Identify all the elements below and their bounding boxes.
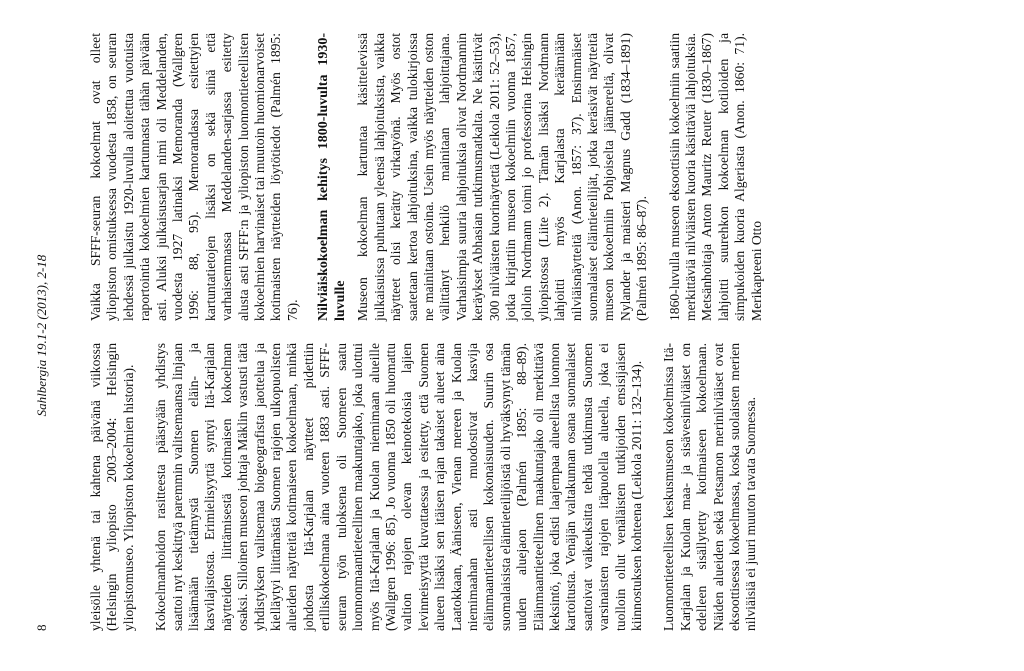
paragraph: Vaikka SFFF-seuran kokoelmat ovat olleet yliopiston omistuksessa vuodesta 1858, on seuran lehdessä julkaistu 1920-luvulla aloitettua vuotuista raportointia kokoelmien kartunnasta tähän päivään asti. Aluksi julkaisusarjan nimi oli Meddelanden, vuodesta 1927 latinaksi Memoranda (Wallgren 1996: 88, 95). Memorandassa esitettyjen kartuntatietojen lisäksi on sekä siinä että varhaisemmassa Meddelanden-sarjassa esitetty alusta asti SFFF:n ja yliopiston luonnontieteellisten kokoelmien harvinaiset tai muutoin huomionarvoiset kotimaisten näytteiden löytötiedot (Palmén 1895: 76). <box>88 33 300 321</box>
section-heading: Nilviäiskokoelman kehitys 1800-luvulta 1930-luvulle <box>316 33 349 321</box>
paragraph: Kokoelmanhoidon rasitteesta päästyään yhdistys saattoi nyt keskittyä paremmin valitsemaansa linjaan lisäämään tietämystä Suomen eläin- ja kasvilajistosta. Erimielisyyttä syntyi Itä-Karjalan näytteiden liittämisestä kotimaisen kokoelman osaksi. Silloinen museon johtaja Mäklin vastusti tätä yhdistyksen valitsemaa biogeografista jaottelua ja kielläytyi liittämästä Suomen rajojen ulkopuolisten alueiden näytteitä kotimaiseen kokoelmaan, minkä johdosta Itä-Karjalan näytteet pidettiin erilliskokoelmana aina vuoteen 1883 asti. SFFF-seuran työn tuloksena oli Suomeen saatu luonnonmaantieteellinen maakuntajako, joka ulottui myös Itä-Karjalan ja Kuolan niemimaan alueille (Wallgren 1996: 85). Jo vuonna 1850 oli huomattu valtion rajojen olevan keinotekoisia lajien levinneisyyttä kuvattaessa ja esitetty, että Suomen alueen lisäksi sen itäisen rajan takaiset alueet aina Laatokkaan, Ääniseen, Vienan mereen ja Kuolan niemimaahan asti muodostivat kasvija eläinmaantieteellisen kokonaisuuden. Suurin osa suomalaisista eläintieteilijöistä oli hyväksynyt tämän uuden aluejaon (Palmén 1895: 88–89). Eläinmaantieteellinen maakuntajako oli merkittävä keksintö, joka edisti laajempaa alueellista luonnon kartoitusta. Venäjän valtakunnan osana suomalaiset saattoivat vaikeuksitta tehdä tutkimusta Suomen varsinaisten rajojen itäpuolella alueella, joka ei tuolloin ollut venäläisten tutkijoiden ensisijaisen kiinnostuksen kohteena (Leikola 2011: 132–134). <box>153 343 644 631</box>
page-number: 8 <box>34 624 49 631</box>
paragraph: Museon kokoelman kartuntaa käsittelevissä julkaisuissa puhutaan yleensä lahjoituksista, vaikka näytteet olisi kerätty virkatyönä. Myös ostot saatetaan kertoa lahjoituksina, vaikka tulokirjoissa ne mainitaan ostoina. Usein myös näytteiden oston välittänyt henkilö mainitaan lahjoittajana. Varhaisimpia suuria lahjoituksia olivat Nordmannin keräykset Abhasian tutkimusmatkalta. Ne käsittivät 300 nilviäisten kuorinäytettä (Leikola 2011: 52–53), jotka kirjattiin museon kokoelmiin vuonna 1857, jolloin Nordmann toimi jo professorina Helsingin yliopistossa (Liite 2). Tämän lisäksi Nordmann lahjoitti myös Karjalasta keräämiään nilviäisnäytteitä (Anon. 1857: 37). Ensimmäiset suomalaiset eläintieteilijät, jotka keräsivät näytteitä museon kokoelmiin Pohjoiselta jäämereltä, olivat Nylander ja maisteri Magnus Gadd (1834–1891) (Palmén 1895: 86–87). <box>355 33 650 321</box>
right-column <box>88 33 765 321</box>
paragraph: Luonnontieteellisen keskusmuseon kokoelmissa Itä-Karjalan ja Kuolan maa- ja sisävesinilviäiset on edelleen sisällytetty kotimaiseen kokoelmaan. Näiden alueiden sekä Petsamon merinilviäiset ovat eksoottisessa kokoelmassa, koska suolaisten merien nilviäisiä ei juuri muuton tavata Suomessa. <box>661 343 759 631</box>
paragraph: 1860-luvulla museon eksoottisiin kokoelmiin saatiin merkittäviä nilviäisten kuoria käsittäviä lahjoituksia. Metsänhoitaja Anton Mauritz Reuter (1830–1867) lahjoitti suurehkon kokoelman kotiloiden ja simpukoiden kuoria Algeriasta (Anon. 1860: 71). Merikapteeni Otto <box>666 33 764 321</box>
running-title: Sahlbergia 19.1-2 (2013), 2-18 <box>34 254 49 417</box>
left-column <box>88 343 760 631</box>
paragraph: yleisölle yhtenä tai kahtena päivänä viikossa (Helsingin yliopisto 2003–2004: Helsingin yliopistomuseo. Yliopiston kokoelmien historia). <box>88 343 136 631</box>
